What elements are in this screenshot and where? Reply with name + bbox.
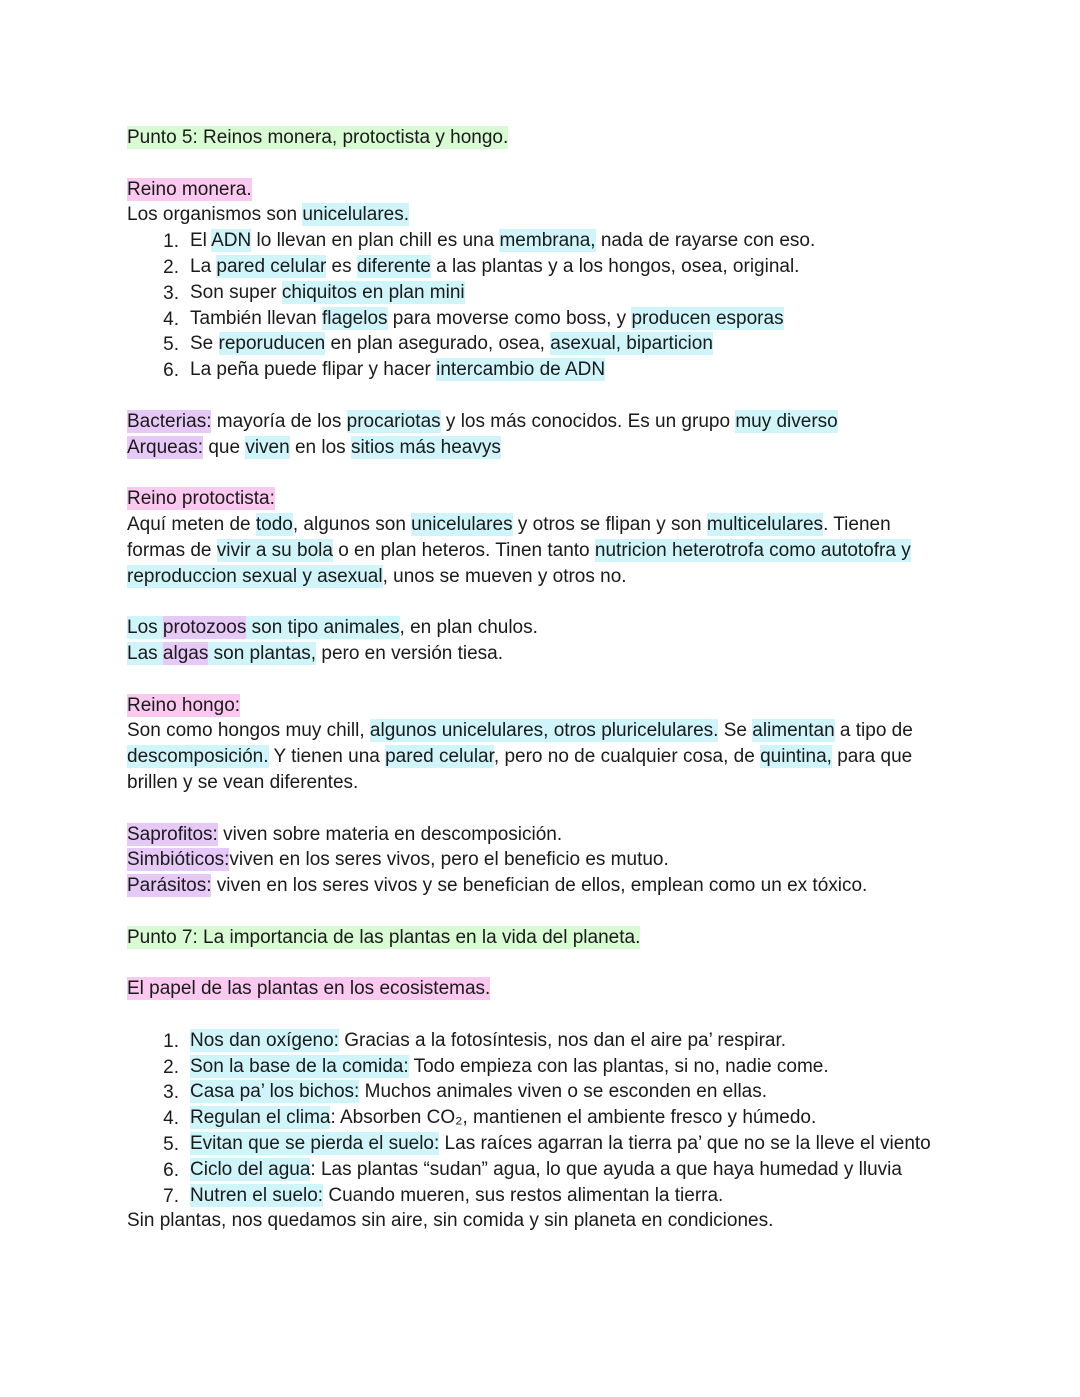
paragraph-line: brillen y se vean diferentes. — [127, 771, 359, 793]
paragraph-line: reproduccion sexual y asexual, unos se mueven y otros no. — [127, 565, 627, 587]
paragraph-line: Aquí meten de todo, algunos son unicelulares y otros se flipan y son multicelulares. Tienen — [127, 513, 891, 535]
list-item: 4. También llevan flagelos para moverse como boss, y producen esporas — [163, 307, 784, 330]
arqueas-line: Arqueas: que viven en los sitios más heavys — [127, 436, 501, 458]
list-item: 5. Se reporuducen en plan asegurado, osea, asexual, biparticion — [163, 333, 713, 356]
monera-intro: Los organismos son unicelulares. — [127, 204, 409, 226]
document-body — [127, 125, 957, 1234]
plantas-heading: El papel de las plantas en los ecosistemas. — [127, 978, 491, 1000]
list-item: 7. Nutren el suelo: Cuando mueren, sus restos alimentan la tierra. — [163, 1184, 724, 1207]
simbioticos-line: Simbióticos:viven en los seres vivos, pero el beneficio es mutuo. — [127, 849, 669, 871]
list-item: 1. El ADN lo llevan en plan chill es una membrana, nada de rayarse con eso. — [163, 230, 816, 253]
algas-line: Las algas son plantas, pero en versión tiesa. — [127, 642, 504, 664]
punto7-title: Punto 7: La importancia de las plantas en la vida del planeta. — [127, 926, 641, 948]
list-item: 6. Ciclo del agua: Las plantas “sudan” agua, lo que ayuda a que haya humedad y lluvia — [163, 1158, 902, 1181]
saprofitos-line: Saprofitos: viven sobre materia en descomposición. — [127, 823, 563, 845]
paragraph-line: descomposición. Y tienen una pared celular, pero no de cualquier cosa, de quintina, para que — [127, 746, 913, 768]
punto5-title: Punto 5: Reinos monera, protoctista y hongo. — [127, 127, 509, 148]
list-item: 2. Son la base de la comida: Todo empieza con las plantas, si no, nadie come. — [163, 1055, 829, 1078]
list-item: 2. La pared celular es diferente a las plantas y a los hongos, osea, original. — [163, 255, 800, 278]
list-item: 6. La peña puede flipar y hacer intercambio de ADN — [163, 359, 606, 382]
list-item: 3. Son super chiquitos en plan mini — [163, 281, 465, 304]
paragraph-line: Son como hongos muy chill, algunos unicelulares, otros pluricelulares. Se alimentan a tipo de — [127, 720, 913, 742]
list-item: 4. Regulan el clima: Absorben CO₂, mantienen el ambiente fresco y húmedo. — [163, 1107, 817, 1130]
list-item: 3. Casa pa’ los bichos: Muchos animales viven o se esconden en ellas. — [163, 1081, 768, 1104]
paragraph-line: formas de vivir a su bola o en plan heteros. Tinen tanto nutricion heterotrofa como autotofra y — [127, 539, 911, 561]
protoctista-heading: Reino protoctista: — [127, 488, 275, 510]
monera-heading: Reino monera. — [127, 178, 252, 200]
list-item: 1. Nos dan oxígeno: Gracias a la fotosíntesis, nos dan el aire pa’ respirar. — [163, 1029, 787, 1052]
list-item: 5. Evitan que se pierda el suelo: Las raíces agarran la tierra pa’ que no se la lleve el viento — [163, 1133, 931, 1156]
closing-line: Sin plantas, nos quedamos sin aire, sin comida y sin planeta en condiciones. — [127, 1210, 774, 1232]
parasitos-line: Parásitos: viven en los seres vivos y se benefician de ellos, emplean como un ex tóxico. — [127, 875, 868, 897]
hongo-heading: Reino hongo: — [127, 694, 241, 716]
protozoos-line: Los protozoos son tipo animales, en plan chulos. — [127, 617, 538, 639]
bacterias-line: Bacterias: mayoría de los procariotas y los más conocidos. Es un grupo muy diverso — [127, 410, 838, 432]
